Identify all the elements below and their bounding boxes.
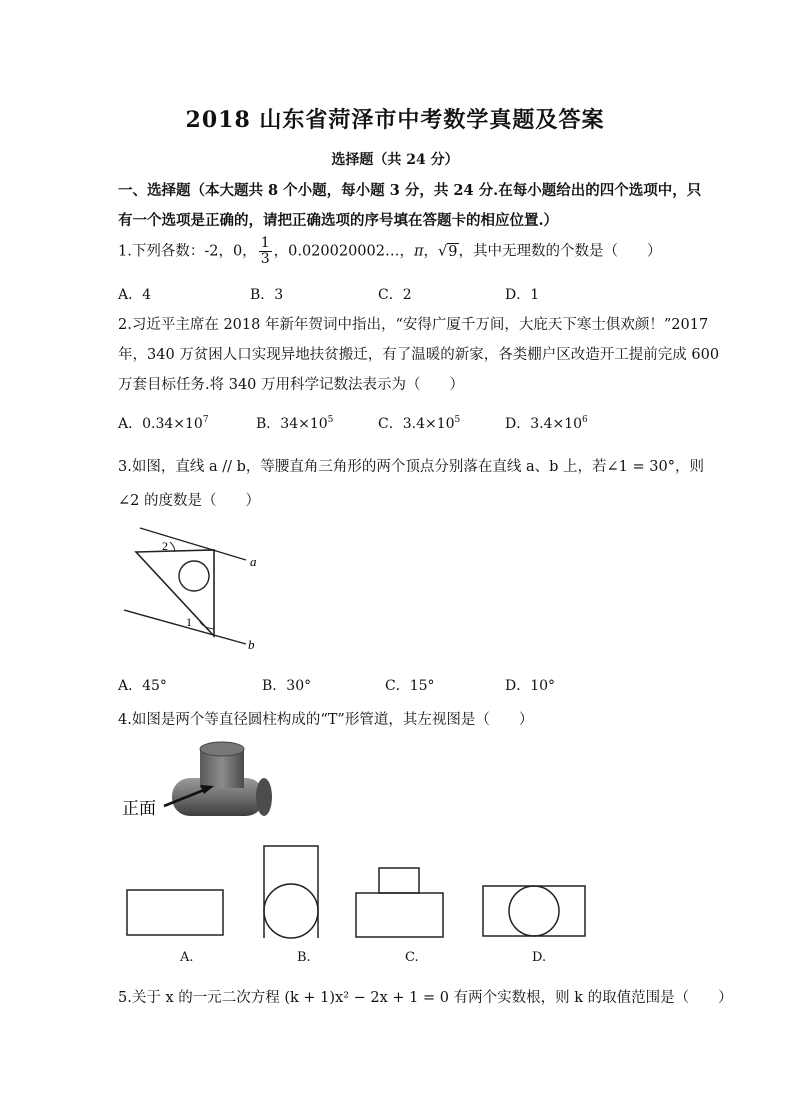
intro-line-1: 一、选择题（本大题共 8 个小题，每小题 3 分，共 24 分.在每小题给出的四个选项中，只	[118, 182, 702, 199]
q2-option-b-base: B．34×10	[256, 416, 328, 432]
line-b	[124, 610, 246, 644]
q2-option-d	[505, 413, 588, 433]
q3-option-d: D．10°	[505, 678, 556, 694]
q1-frac-denominator: 3	[260, 251, 270, 267]
q1-option-b: B．3	[250, 287, 284, 303]
line-a	[140, 528, 246, 560]
option-b-circle	[264, 884, 318, 938]
q2-option-b	[256, 413, 333, 433]
q4-option-a-label: A.	[180, 950, 194, 965]
question-1	[118, 236, 662, 267]
q2-line-1: 2.习近平主席在 2018 年新年贺词中指出，“安得广厦千万间，大庇天下寒士俱欢颜！”2017	[118, 317, 709, 333]
q2-option-b-exp: 5	[327, 415, 334, 425]
q2-option-a-base: A．0.34×10	[118, 416, 203, 432]
q2-option-c-base: C．3.4×10	[378, 416, 455, 432]
q1-option-c: C．2	[378, 287, 412, 303]
figure-label-b: b	[248, 637, 255, 652]
pipe-horizontal-end	[256, 778, 272, 816]
q2-option-d-base: D．3.4×10	[505, 416, 583, 432]
q2-option-c-exp: 5	[454, 415, 461, 425]
q2-line-3: 万套目标任务.将 340 万用科学记数法表示为（ ）	[118, 377, 465, 393]
q1-sqrt-sign: √	[438, 243, 448, 260]
q2-line-2: 年，340 万贫困人口实现异地扶贫搬迁，有了温暖的新家，各类棚户区改造开工提前完成 600	[118, 347, 720, 363]
q4-option-d-label: D.	[532, 950, 547, 965]
q2-option-a	[118, 413, 209, 433]
option-d-rectangle	[483, 886, 585, 936]
q1-frac-numerator: 1	[260, 235, 270, 251]
q1-fraction	[259, 236, 272, 267]
page-title: 2018 山东省菏泽市中考数学真题及答案	[185, 107, 605, 133]
q2-option-d-exp: 6	[582, 415, 588, 425]
figure-label-2: 2	[162, 539, 168, 553]
q1-option-a: A．4	[118, 287, 152, 303]
q4-option-c-label: C.	[405, 950, 419, 965]
q1-text-before: 1.下列各数：-2，0，	[118, 243, 257, 260]
intro-line-2: 有一个选项是正确的，请把正确选项的序号填在答题卡的相应位置.）	[118, 212, 559, 229]
pipe-vertical-top	[200, 742, 244, 756]
q1-option-d: D．1	[505, 287, 540, 303]
q2-option-a-exp: 7	[202, 415, 209, 425]
q3-option-a: A．45°	[118, 678, 167, 694]
triangle-hole-circle	[179, 561, 209, 591]
section-subtitle: 选择题（共 24 分）	[331, 152, 459, 168]
q1-pi: π	[413, 243, 424, 260]
q3-line-1: 3.如图，直线 a // b，等腰直角三角形的两个顶点分别落在直线 a、b 上，若∠1 = 30°，则	[118, 459, 704, 475]
q4-option-b-label: B.	[297, 950, 311, 965]
q3-option-c: C．15°	[385, 678, 435, 694]
q3-option-b: B．30°	[262, 678, 312, 694]
q4-option-b-figure	[262, 844, 322, 940]
q3-figure	[118, 522, 278, 657]
q4-option-d-figure	[482, 884, 588, 940]
q1-text-mid: ，0.020020002…，	[273, 243, 414, 260]
option-c-small-rect	[379, 868, 419, 893]
q4-option-c-figure	[355, 866, 445, 940]
q3-line-2: ∠2 的度数是（ ）	[118, 493, 260, 509]
q2-option-c	[378, 413, 460, 433]
figure-label-a: a	[250, 554, 257, 569]
figure-label-1: 1	[186, 615, 192, 629]
option-c-base-rect	[356, 893, 443, 937]
option-d-circle	[509, 886, 559, 936]
q4-option-a-figure	[126, 888, 226, 938]
q1-text-after: ，其中无理数的个数是（ ）	[458, 243, 662, 260]
t-pipe-figure	[122, 740, 282, 825]
q1-comma: ，	[423, 243, 439, 260]
q4-line-1: 4.如图是两个等直径圆柱构成的“T”形管道，其左视图是（ ）	[118, 712, 534, 728]
q1-sqrt-value: 9	[448, 243, 458, 260]
q5-line-1: 5.关于 x 的一元二次方程 (k + 1)x² − 2x + 1 = 0 有两个实数根，则 k 的取值范围是（ ）	[118, 990, 733, 1006]
option-a-rectangle	[127, 890, 223, 935]
front-view-label: 正面	[122, 799, 156, 819]
